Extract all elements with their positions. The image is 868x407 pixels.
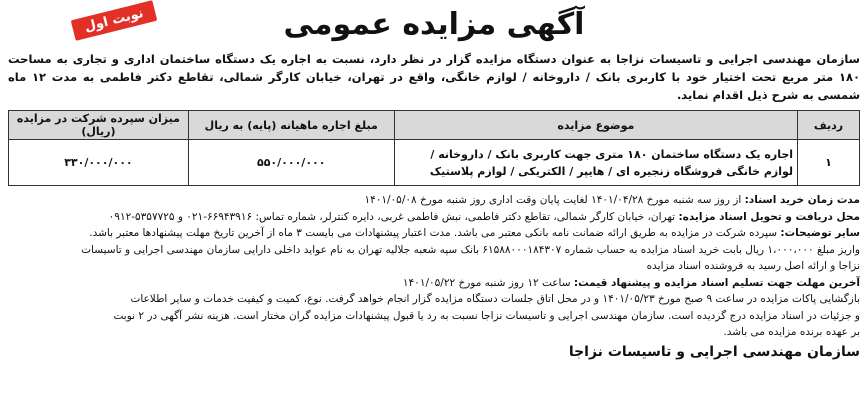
table-row xyxy=(9,140,860,186)
header-monthly-rent: مبلغ اجاره ماهیانه (پایه) به ریال xyxy=(188,111,394,140)
cell-subject: اجاره یک دستگاه ساختمان ۱۸۰ متری جهت کاربری بانک / داروخانه / لوازم خانگی فروشگاه زنجیره ای / هایپر / الکتریکی / لوازم پلاستیک xyxy=(394,140,797,186)
header-deposit: میزان سپرده شرکت در مزایده (ریال) xyxy=(9,111,189,140)
page-title: آگهی مزایده عمومی xyxy=(283,7,585,42)
first-round-badge: نوبت اول xyxy=(71,0,158,41)
delivery-place-label: محل دریافت و تحویل اسناد مزایده: xyxy=(678,210,860,223)
delivery-place-line xyxy=(8,209,860,226)
intro-paragraph: سازمان مهندسی اجرایی و تاسیسات نزاجا به عنوان دستگاه مزایده گزار در نظر دارد، نسبت به اجاره یک دستگاه ساختمان اداری و تجاری به مساحت ۱۸۰ متر مربع تحت اختیار خود با کاربری بانک / داروخانه / لوازم خانگی، واقع در تهران، خیابان کارگر شمالی، تقاطع دکتر فاطمی به مدت ۱۲ ماه شمسی به شرح ذیل اقدام نماید. xyxy=(8,52,860,102)
header-row-number: ردیف xyxy=(798,111,860,140)
opening-line-1: بازگشایی پاکات مزایده در ساعت ۹ صبح مورخ ۱۴۰۱/۰۵/۲۳ و در محل اتاق جلسات دستگاه مزایده گزار انجام خواهد گرفت. نوع، کمیت و کیفیت خدمات و سایر اطلاعات xyxy=(130,293,860,305)
purchase-period-text: از روز سه شنبه مورخ ۱۴۰۱/۰۴/۲۸ لغایت پایان وقت اداری روز شنبه مورخ ۱۴۰۱/۰۵/۰۸ xyxy=(364,194,742,206)
opening-line-3: بر عهده برنده مزایده می باشد. xyxy=(723,326,860,338)
payment-line-cont: نزاجا و ارائه اصل رسید به فروشنده اسناد مزایده xyxy=(646,260,860,272)
auction-table xyxy=(8,110,860,186)
deadline-line xyxy=(8,275,860,292)
table-header-row xyxy=(9,111,860,140)
header xyxy=(8,4,860,48)
cell-deposit: ۳۳۰/۰۰۰/۰۰۰ xyxy=(9,140,189,186)
other-notes-label: سایر توضیحات: xyxy=(780,227,860,239)
cell-row-number: ۱ xyxy=(798,140,860,186)
other-notes-line xyxy=(8,225,860,242)
purchase-period-line xyxy=(8,192,860,209)
delivery-place-text: تهران، خیابان کارگر شمالی، تقاطع دکتر فاطمی، نبش فاطمی غربی، دایره کنترلر، شماره تماس: ۶۶۹۴۳۹۱۶-۰۲۱ و ۵۳۵۷۷۲۵-۰۹۱۲ xyxy=(108,210,676,223)
header-subject: موضوع مزایده xyxy=(394,111,797,140)
payment-line: واریز مبلغ ۱،۰۰۰،۰۰۰ ریال بابت خرید اسناد مزایده به حساب شماره ۶۱۵۸۸۰۰۰۱۸۴۳۰۷ بانک سپه شعبه جلالیه تهران به نام عواید داخلی دارایی سازمان مهندسی اجرایی و تاسیسات xyxy=(81,243,860,256)
deadline-text: ساعت ۱۲ روز شنبه مورخ ۱۴۰۱/۰۵/۲۲ xyxy=(402,276,571,289)
other-notes-text-1: سپرده شرکت در مزایده به طریق ارائه ضمانت نامه بانکی معتبر می باشد. مدت اعتبار پیشنهادات می بایست ۳ ماه از آخرین تاریخ مهلت پیشنهادها معتبر باشد. xyxy=(89,227,778,239)
deadline-label: آخرین مهلت جهت تسلیم اسناد مزایده و پیشنهاد قیمت: xyxy=(573,276,860,289)
purchase-period-label: مدت زمان خرید اسناد: xyxy=(744,194,860,206)
cell-monthly-rent: ۵۵۰/۰۰۰/۰۰۰ xyxy=(188,140,394,186)
info-section xyxy=(8,192,860,341)
opening-line-2: و جزئیات در اسناد مزایده درج گردیده است. سازمان مهندسی اجرایی و تاسیسات نزاجا نسبت به رد یا قبول پیشنهادات مزایده گران مختار است. هزینه نشر آگهی در ۲ نوبت xyxy=(113,309,860,322)
footer-organization: سازمان مهندسی اجرایی و تاسیسات نزاجا xyxy=(568,343,860,360)
